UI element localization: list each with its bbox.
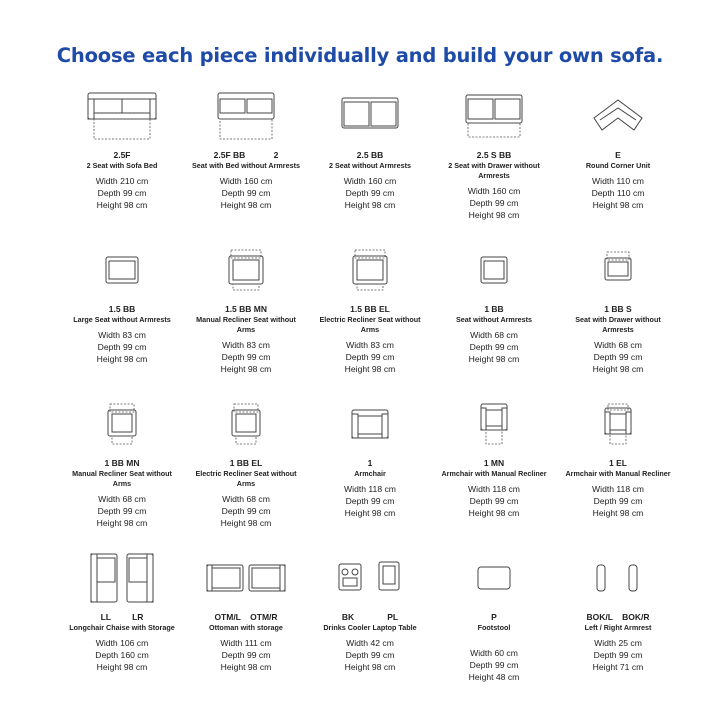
piece-height: Height 98 cm: [344, 200, 396, 210]
piece-dimensions: [221, 339, 272, 375]
piece-height: Height 98 cm: [220, 364, 272, 374]
piece-dimensions: [468, 483, 520, 519]
piece-code: 2.5F: [113, 150, 131, 160]
piece-width: Width 68 cm: [594, 340, 642, 350]
piece-card[interactable]: [308, 236, 432, 386]
two-seat-drawer-icon: [432, 82, 556, 150]
piece-code: 1.5 BB: [108, 304, 136, 314]
piece-dimensions: [220, 637, 271, 673]
armchair-icon: [308, 390, 432, 458]
piece-height: Height 98 cm: [468, 508, 520, 518]
piece-height: Height 98 cm: [96, 200, 148, 210]
piece-name: Seat without Armrests: [455, 315, 533, 324]
piece-depth: Depth 99 cm: [221, 506, 271, 516]
piece-height: Height 98 cm: [96, 518, 148, 528]
round-corner-icon: [556, 82, 680, 150]
piece-dimensions: [221, 493, 272, 529]
piece-code: 1 MN: [483, 458, 505, 468]
piece-card[interactable]: [432, 82, 556, 232]
piece-width: Width 118 cm: [344, 484, 396, 494]
sofa-bed-2-seat-icon: [60, 82, 184, 150]
piece-dimensions: [593, 339, 644, 375]
piece-card[interactable]: [308, 544, 432, 694]
piece-depth: Depth 110 cm: [591, 188, 645, 198]
piece-card[interactable]: [60, 236, 184, 386]
piece-width: Width 118 cm: [468, 484, 520, 494]
piece-dimensions: [468, 185, 521, 221]
piece-dimensions: [97, 329, 148, 365]
piece-depth: Depth 99 cm: [345, 352, 395, 362]
pieces-row: [60, 236, 680, 386]
piece-height: Height 98 cm: [468, 354, 520, 364]
piece-card[interactable]: [184, 82, 308, 232]
piece-name: Round Corner Unit: [585, 161, 651, 170]
piece-code: 2.5F BB 2: [213, 150, 279, 160]
piece-card[interactable]: [556, 236, 680, 386]
piece-code: 1 BB EL: [229, 458, 263, 468]
piece-code: 2.5 S BB: [476, 150, 512, 160]
piece-depth: Depth 99 cm: [345, 188, 395, 198]
piece-dimensions: [592, 483, 644, 519]
piece-dimensions: [96, 175, 149, 211]
piece-width: Width 111 cm: [220, 638, 272, 648]
armchair-electric-icon: [556, 390, 680, 458]
page-title: Choose each piece individually and build your own sofa.: [56, 44, 664, 67]
piece-height: Height 98 cm: [468, 210, 520, 220]
piece-depth: Depth 99 cm: [469, 660, 519, 670]
piece-name: 2 Seat with Drawer without Armrests: [448, 161, 540, 180]
electric-recliner-large-icon: [308, 236, 432, 304]
sofa-bed-no-arms-icon: [184, 82, 308, 150]
piece-code: 1 BB S: [604, 304, 632, 314]
piece-name: Large Seat without Armrests: [73, 315, 171, 324]
piece-depth: Depth 99 cm: [469, 496, 519, 506]
piece-height: Height 98 cm: [592, 200, 644, 210]
piece-dimensions: [344, 483, 396, 519]
piece-height: Height 98 cm: [220, 662, 272, 672]
longchair-icon: [60, 544, 184, 612]
large-seat-icon: [60, 236, 184, 304]
piece-name: Ottoman with storage: [209, 623, 283, 632]
piece-card[interactable]: [184, 390, 308, 540]
manual-recliner-icon: [60, 390, 184, 458]
piece-name: Longchair Chaise with Storage: [69, 623, 175, 632]
piece-dimensions: [593, 637, 644, 673]
piece-width: Width 110 cm: [592, 176, 644, 186]
piece-name: Left / Right Armrest: [584, 623, 652, 632]
piece-height: Height 71 cm: [592, 662, 644, 672]
piece-name: Electric Recliner Seat without Arms: [195, 469, 297, 488]
piece-name: Electric Recliner Seat without Arms: [319, 315, 421, 334]
piece-code: BOK/L BOK/R: [586, 612, 650, 622]
piece-height: Height 48 cm: [468, 672, 520, 682]
piece-name: 2 Seat with Sofa Bed: [86, 161, 158, 170]
seat-no-arms-icon: [432, 236, 556, 304]
piece-dimensions: [345, 339, 396, 375]
piece-name: Footstool: [477, 623, 511, 632]
two-seat-no-arms-icon: [308, 82, 432, 150]
pieces-grid: [60, 82, 680, 698]
piece-dimensions: [344, 175, 397, 211]
drinks-cooler-icon: [308, 544, 432, 612]
piece-height: Height 98 cm: [592, 364, 644, 374]
footstool-icon: [432, 544, 556, 612]
piece-card[interactable]: [308, 82, 432, 232]
piece-width: Width 118 cm: [592, 484, 644, 494]
piece-code: 1 EL: [609, 458, 627, 468]
piece-card[interactable]: [184, 236, 308, 386]
piece-depth: Depth 99 cm: [345, 496, 395, 506]
piece-card[interactable]: [556, 82, 680, 232]
armchair-manual-icon: [432, 390, 556, 458]
piece-depth: Depth 99 cm: [97, 342, 147, 352]
piece-code: 1 BB MN: [104, 458, 140, 468]
piece-code: P: [491, 612, 497, 622]
piece-depth: Depth 99 cm: [221, 188, 271, 198]
piece-name: Manual Recliner Seat without Arms: [72, 469, 172, 488]
piece-depth: Depth 99 cm: [593, 650, 643, 660]
piece-depth: Depth 99 cm: [469, 342, 519, 352]
piece-height: Height 98 cm: [96, 662, 148, 672]
seat-drawer-icon: [556, 236, 680, 304]
piece-width: Width 160 cm: [343, 176, 397, 186]
manual-recliner-large-icon: [184, 236, 308, 304]
piece-dimensions: [469, 329, 520, 365]
piece-card[interactable]: [432, 390, 556, 540]
piece-height: Height 98 cm: [344, 662, 396, 672]
piece-card[interactable]: [60, 390, 184, 540]
piece-card[interactable]: [308, 390, 432, 540]
piece-height: Height 98 cm: [344, 508, 396, 518]
piece-code: 1: [367, 458, 373, 468]
piece-name: 2 Seat without Armrests: [328, 161, 411, 170]
piece-name: Armchair with Manual Recliner: [565, 469, 671, 478]
piece-card[interactable]: [60, 544, 184, 694]
piece-card[interactable]: [432, 236, 556, 386]
piece-height: Height 98 cm: [592, 508, 644, 518]
piece-name: Manual Recliner Seat without Arms: [196, 315, 296, 334]
piece-width: Width 68 cm: [98, 494, 146, 504]
piece-card[interactable]: [184, 544, 308, 694]
piece-code: 1.5 BB MN: [224, 304, 268, 314]
piece-dimensions: [97, 493, 148, 529]
piece-width: Width 160 cm: [467, 186, 521, 196]
ottoman-icon: [184, 544, 308, 612]
piece-code: OTM/L OTM/R: [214, 612, 278, 622]
piece-card[interactable]: [60, 82, 184, 232]
piece-height: Height 98 cm: [96, 354, 148, 364]
piece-depth: Depth 99 cm: [221, 352, 271, 362]
piece-name: Drinks Cooler Laptop Table: [323, 623, 417, 632]
piece-name: Seat with Drawer without Armrests: [575, 315, 661, 334]
piece-name: Seat with Bed without Armrests: [192, 161, 300, 170]
piece-dimensions: [95, 637, 149, 673]
piece-height: Height 98 cm: [344, 364, 396, 374]
piece-dimensions: [469, 647, 520, 683]
piece-code: E: [615, 150, 621, 160]
piece-width: Width 83 cm: [222, 340, 270, 350]
pieces-row: [60, 82, 680, 232]
piece-width: Width 42 cm: [346, 638, 394, 648]
pieces-row: [60, 390, 680, 540]
armrest-icon: [556, 544, 680, 612]
piece-code: 1.5 BB EL: [350, 304, 390, 314]
piece-height: Height 98 cm: [220, 518, 272, 528]
piece-height: Height 98 cm: [220, 200, 272, 210]
piece-code: 2.5 BB: [356, 150, 384, 160]
pieces-row: [60, 544, 680, 694]
piece-depth: Depth 99 cm: [469, 198, 519, 208]
piece-width: Width 68 cm: [222, 494, 270, 504]
piece-width: Width 210 cm: [95, 176, 149, 186]
piece-depth: Depth 99 cm: [593, 352, 643, 362]
piece-width: Width 83 cm: [98, 330, 146, 340]
piece-name: Armchair: [354, 469, 386, 478]
piece-width: Width 106 cm: [95, 638, 149, 648]
piece-code: LL LR: [100, 612, 144, 622]
piece-depth: Depth 99 cm: [593, 496, 643, 506]
piece-depth: Depth 99 cm: [345, 650, 395, 660]
piece-dimensions: [345, 637, 396, 673]
piece-depth: Depth 99 cm: [97, 188, 147, 198]
piece-card[interactable]: [556, 390, 680, 540]
piece-width: Width 160 cm: [219, 176, 273, 186]
piece-width: Width 68 cm: [470, 330, 518, 340]
piece-dimensions: [220, 175, 273, 211]
piece-width: Width 83 cm: [346, 340, 394, 350]
piece-code: 1 BB: [484, 304, 504, 314]
piece-dimensions: [592, 175, 645, 211]
piece-depth: Depth 160 cm: [95, 650, 149, 660]
piece-width: Width 60 cm: [470, 648, 518, 658]
piece-code: BK PL: [341, 612, 399, 622]
piece-card[interactable]: [556, 544, 680, 694]
piece-name: Armchair with Manual Recliner: [441, 469, 547, 478]
electric-recliner-icon: [184, 390, 308, 458]
piece-depth: Depth 99 cm: [97, 506, 147, 516]
piece-width: Width 25 cm: [594, 638, 642, 648]
piece-depth: Depth 99 cm: [221, 650, 271, 660]
piece-card[interactable]: [432, 544, 556, 694]
